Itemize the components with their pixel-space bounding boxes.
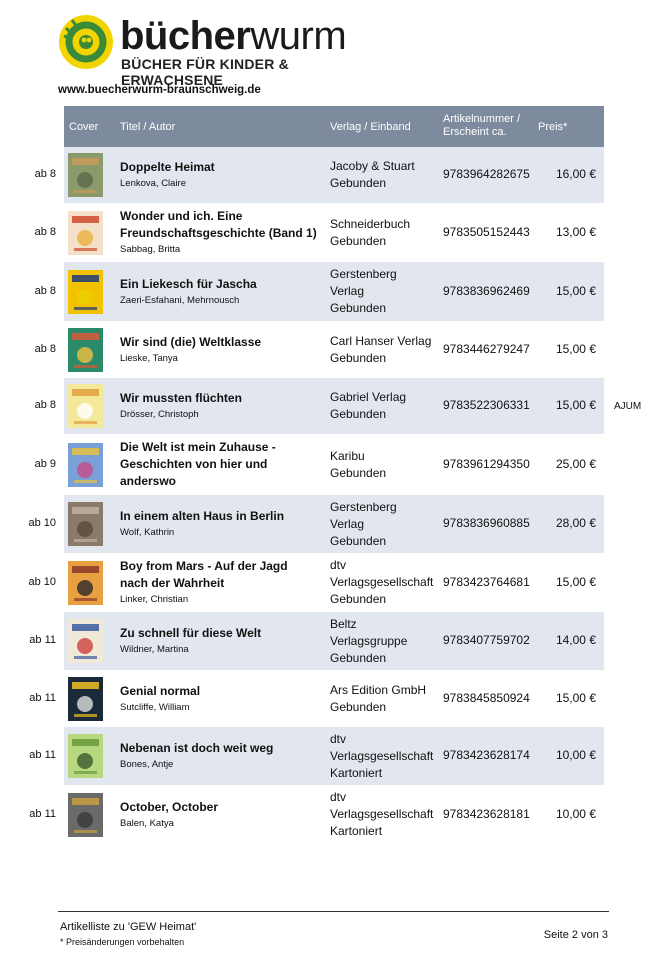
age-label: ab 11 (29, 691, 56, 704)
header-article (443, 113, 520, 139)
book-title[interactable]: Wonder und ich. Eine (120, 209, 243, 223)
book-cover-icon (68, 153, 103, 197)
table-row[interactable] (34, 203, 604, 262)
bookworm-logo-icon (58, 14, 114, 70)
book-cover-icon (68, 619, 103, 663)
publisher-line: Gabriel Verlag (330, 390, 407, 404)
publisher-line: Kartoniert (330, 765, 383, 780)
book-cover-icon (68, 211, 103, 255)
age-label: ab 9 (34, 457, 56, 470)
brand-subtitle: BÜCHER FÜR KINDER & ERWACHSENE (121, 56, 289, 88)
article-table (28, 106, 642, 844)
publisher-line: Jacoby & Stuart (330, 159, 415, 173)
isbn: 9783836960885 (443, 516, 530, 530)
publisher-cell (330, 216, 442, 250)
isbn: 9783836962469 (443, 283, 530, 298)
table-header (64, 106, 604, 147)
price: 15,00 € (555, 574, 596, 589)
price: 15,00 € (555, 341, 596, 356)
publisher-cell (330, 389, 442, 423)
publisher-line: Verlagsgesellschaft (330, 575, 434, 589)
book-cover-icon (68, 677, 103, 721)
book-cover-icon (68, 502, 103, 546)
book-author: Drösser, Christoph (120, 409, 199, 420)
book-cover-icon (68, 443, 103, 487)
footer-divider (58, 911, 609, 912)
table-row[interactable] (34, 262, 604, 321)
book-title[interactable]: Die Welt ist mein Zuhause - (120, 440, 276, 454)
publisher-cell (330, 333, 442, 367)
price: 28,00 € (555, 516, 596, 530)
book-cover-icon (68, 793, 103, 837)
publisher-cell (330, 682, 442, 716)
book-author: Linker, Christian (120, 594, 189, 605)
title-cell (120, 208, 325, 257)
book-title[interactable]: Nebenan ist doch weit weg (120, 741, 274, 755)
book-author: Sabbag, Britta (120, 244, 181, 255)
brand-name (120, 16, 346, 56)
book-title[interactable]: Ein Liekesch für Jascha (120, 276, 257, 291)
table-row[interactable] (34, 321, 604, 378)
book-title[interactable]: Boy from Mars - Auf der Jagd (120, 559, 288, 573)
header-price: Preis* (538, 121, 568, 133)
publisher-cell (330, 616, 442, 667)
title-cell (120, 740, 325, 772)
table-row[interactable] (34, 378, 642, 434)
table-row[interactable] (29, 727, 604, 785)
price: 15,00 € (555, 398, 596, 412)
book-author: Zaeri-Esfahani, Mehrnousch (120, 294, 240, 306)
book-author: Balen, Katya (120, 817, 174, 829)
book-title[interactable]: Genial normal (120, 683, 201, 698)
title-cell (120, 276, 325, 308)
price: 15,00 € (555, 690, 596, 705)
table-row[interactable] (28, 495, 604, 553)
age-label: ab 11 (29, 807, 56, 820)
publisher-line: Gerstenberg (330, 267, 397, 281)
brand-logo (58, 14, 378, 88)
age-label: ab 10 (28, 517, 56, 529)
brand-name-light: wurm (250, 14, 347, 58)
publisher-cell (330, 789, 442, 840)
price: 10,00 € (555, 806, 596, 821)
header-article-line-2: Erscheint ca. (443, 126, 507, 138)
title-cell (120, 390, 325, 422)
book-title[interactable]: anderswo (120, 474, 177, 488)
isbn: 9783961294350 (443, 456, 530, 471)
book-cover-icon (68, 561, 103, 605)
isbn: 9783423628181 (443, 806, 530, 821)
title-cell (120, 334, 325, 366)
book-author: Wolf, Kathrin (120, 527, 175, 538)
publisher-line: Gebunden (330, 650, 387, 665)
publisher-line: Kartoniert (330, 824, 383, 838)
age-label: ab 11 (29, 749, 56, 761)
age-label: ab 8 (34, 284, 56, 297)
header-publisher: Verlag / Einband (330, 121, 411, 133)
book-title[interactable]: Doppelte Heimat (120, 160, 215, 174)
isbn: 9783446279247 (443, 341, 530, 356)
publisher-line: dtv (330, 558, 347, 572)
isbn: 9783423628174 (443, 748, 530, 762)
footer-note: * Preisänderungen vorbehalten (60, 937, 185, 947)
brand-name-bold: bücher (120, 14, 251, 58)
publisher-line: Gebunden (330, 699, 387, 714)
award-label: AJUM (614, 401, 642, 412)
publisher-line: Carl Hanser Verlag (330, 333, 432, 348)
table-row[interactable] (34, 434, 604, 495)
title-cell (120, 799, 325, 831)
table-row[interactable] (29, 785, 604, 844)
book-title[interactable]: Zu schnell für diese Welt (120, 626, 262, 640)
age-label: ab 8 (34, 399, 56, 411)
age-label: ab 8 (34, 168, 56, 180)
publisher-line: dtv (330, 790, 347, 804)
publisher-line: Verlagsgesellschaft (330, 748, 434, 763)
header-cover: Cover (69, 121, 99, 133)
publisher-line: Schneiderbuch (330, 216, 411, 231)
publisher-line: Gebunden (330, 592, 387, 606)
footer-list-name: Artikelliste zu 'GEW Heimat' (60, 921, 197, 933)
publisher-line: Gebunden (330, 176, 387, 190)
website-url[interactable]: www.buecherwurm-braunschweig.de (58, 84, 261, 96)
isbn: 9783964282675 (443, 167, 530, 181)
publisher-line: Verlagsgesellschaft (330, 807, 434, 821)
table-row[interactable] (29, 612, 604, 670)
isbn: 9783505152443 (443, 224, 530, 239)
header-title: Titel / Autor (120, 121, 176, 133)
price: 14,00 € (555, 633, 596, 647)
table-body (28, 147, 642, 844)
book-title[interactable]: Geschichten von hier und (120, 457, 268, 471)
publisher-line: Gebunden (330, 301, 387, 315)
publisher-cell (330, 731, 442, 782)
publisher-cell (330, 557, 442, 608)
book-title[interactable]: In einem alten Haus in Berlin (120, 509, 285, 523)
publisher-line: Gebunden (330, 465, 387, 480)
title-cell (120, 508, 325, 540)
price: 10,00 € (555, 748, 596, 762)
book-cover-icon (68, 734, 103, 778)
book-title[interactable]: nach der Wahrheit (120, 576, 225, 590)
book-author: Bones, Antje (120, 759, 174, 770)
book-title[interactable]: Wir sind (die) Weltklasse (120, 334, 262, 349)
publisher-line: Verlagsgruppe (330, 633, 408, 648)
age-label: ab 8 (34, 342, 56, 355)
age-label: ab 11 (29, 634, 56, 646)
table-row[interactable] (34, 147, 604, 203)
isbn: 9783845850924 (443, 690, 530, 705)
book-title[interactable]: Wir mussten flüchten (120, 391, 242, 405)
publisher-cell (330, 499, 442, 550)
title-cell (120, 159, 325, 191)
publisher-cell (330, 448, 442, 482)
publisher-line: Gebunden (330, 233, 387, 248)
header-article-line-1: Artikelnummer / (443, 113, 521, 125)
book-cover-icon (68, 270, 103, 314)
book-author: Lieske, Tanya (120, 352, 178, 364)
book-title[interactable]: October, October (120, 799, 219, 814)
publisher-line: Gebunden (330, 407, 387, 421)
publisher-cell (330, 266, 442, 317)
publisher-line: Ars Edition GmbH (330, 682, 427, 697)
book-author: Wildner, Martina (120, 644, 189, 655)
price: 25,00 € (555, 456, 596, 471)
book-cover-icon (68, 384, 103, 428)
publisher-line: Gebunden (330, 350, 387, 365)
isbn: 9783407759702 (443, 633, 530, 647)
publisher-line: dtv (330, 731, 347, 746)
title-cell (120, 683, 325, 715)
table-row[interactable] (28, 553, 604, 612)
age-label: ab 8 (34, 225, 56, 238)
isbn: 9783522306331 (443, 398, 530, 412)
title-cell (120, 558, 325, 607)
page-number: Seite 2 von 3 (543, 929, 608, 941)
title-cell (120, 625, 325, 657)
price: 13,00 € (555, 224, 596, 239)
publisher-line: Beltz (330, 616, 357, 631)
price: 16,00 € (555, 167, 596, 181)
book-title[interactable]: Freundschaftsgeschichte (Band 1) (120, 226, 317, 240)
publisher-cell (330, 158, 442, 192)
publisher-line: Verlag (330, 516, 365, 531)
publisher-line: Karibu (330, 448, 365, 463)
book-cover-icon (68, 328, 103, 372)
isbn: 9783423764681 (443, 574, 530, 589)
book-author: Sutcliffe, William (120, 701, 190, 713)
title-cell (120, 439, 325, 490)
table-row[interactable] (29, 670, 604, 727)
publisher-line: Verlag (330, 284, 365, 298)
publisher-line: Gerstenberg (330, 499, 397, 514)
age-label: ab 10 (28, 575, 56, 588)
price: 15,00 € (555, 283, 596, 298)
book-author: Lenkova, Claire (120, 178, 187, 189)
publisher-line: Gebunden (330, 533, 387, 548)
